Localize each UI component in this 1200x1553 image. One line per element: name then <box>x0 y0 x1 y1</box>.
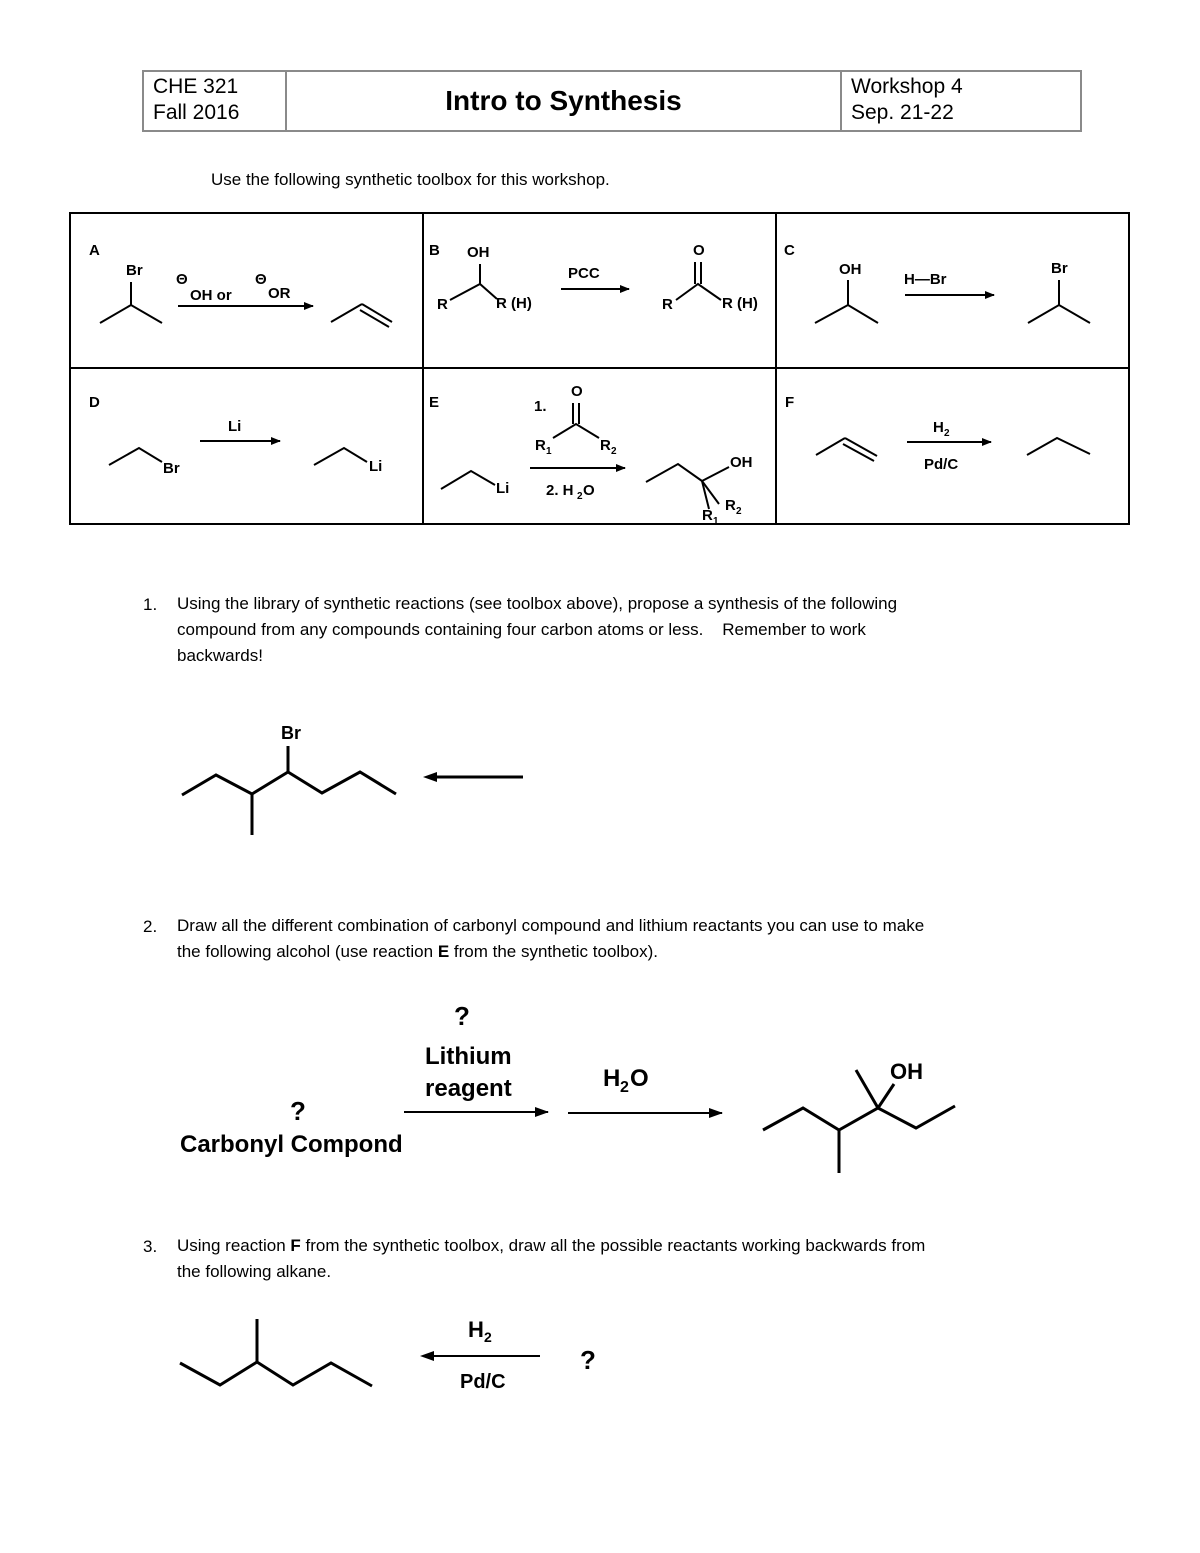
question-1-text <box>177 591 897 669</box>
reaction-e-step2-sub: 2 <box>577 491 583 502</box>
reaction-c-reactant-bonds <box>815 305 878 323</box>
question-2-text <box>177 913 924 965</box>
question-3-q-mark: ? <box>580 1345 596 1375</box>
workshop-dates: Sep. 21-22 <box>851 101 954 124</box>
question-2-q-mark-left: ? <box>290 1096 306 1126</box>
question-2-scheme <box>170 990 1000 1180</box>
question-2-line-1: Draw all the different combination of carbonyl compound and lithium reactants you can use to make <box>177 916 925 935</box>
question-2-lithium-1: Lithium <box>425 1043 512 1070</box>
question-2-water-end: O <box>630 1065 649 1092</box>
reaction-d-letter: D <box>89 394 100 411</box>
page-title: Intro to Synthesis <box>287 72 842 130</box>
question-2-water-sub: 2 <box>620 1079 629 1096</box>
question-2-line-2-post: from the synthetic toolbox). <box>449 942 658 961</box>
reaction-e <box>429 383 753 526</box>
question-3-text <box>177 1233 925 1285</box>
reaction-b-reagent: PCC <box>568 265 600 282</box>
synthetic-toolbox <box>69 212 1131 526</box>
reaction-e-step2-end: O <box>583 482 595 499</box>
course-code: CHE 321 <box>153 75 239 98</box>
header-table <box>142 70 1082 132</box>
question-2-water: H <box>603 1065 621 1092</box>
reaction-a-br: Br <box>126 262 143 279</box>
reaction-e-r2-sub: 2 <box>611 446 617 457</box>
question-3-reagent-top: H <box>468 1317 484 1342</box>
reaction-b-r-right-prod: R (H) <box>722 295 758 312</box>
reaction-d-br: Br <box>163 460 180 477</box>
reaction-c-reagent: H—Br <box>904 271 947 288</box>
question-2-oh: OH <box>890 1059 923 1084</box>
question-1-chain <box>182 772 396 795</box>
reaction-e-o: O <box>571 383 583 400</box>
reaction-d-li: Li <box>369 458 383 475</box>
reaction-f-letter: F <box>785 394 795 411</box>
reaction-d <box>89 394 382 477</box>
question-3-scheme <box>170 1305 620 1405</box>
reaction-a-charge-2: Θ <box>255 271 267 288</box>
question-2-carbonyl: Carbonyl Compond <box>180 1131 403 1158</box>
reaction-f-reagent-top: H <box>933 419 944 436</box>
reaction-a-letter: A <box>89 242 100 259</box>
question-1-line-2: compound from any compounds containing four carbon atoms or less. Remember to work <box>177 620 866 639</box>
question-3-alkane-chain <box>180 1362 372 1386</box>
reaction-e-oh: OH <box>730 454 753 471</box>
reaction-f <box>785 394 1090 473</box>
reaction-e-r2: R <box>600 437 611 454</box>
reaction-a-reactant-bonds <box>100 305 162 323</box>
reaction-e-r1-prod: R <box>702 507 713 524</box>
reaction-e-li: Li <box>496 480 510 497</box>
question-3-number: 3. <box>143 1237 158 1256</box>
question-2-q-mark-top: ? <box>454 1001 470 1031</box>
reaction-e-carbonyl-bonds <box>553 424 599 438</box>
question-2-line-2 <box>177 939 924 965</box>
question-1-line-1: Using the library of synthetic reactions (see toolbox above), propose a synthesis of the following <box>177 594 898 613</box>
reaction-a-reagent-2: OR <box>268 285 291 302</box>
reaction-b-r-left: R <box>437 296 448 313</box>
question-2-product-chain <box>763 1106 955 1130</box>
question-3-reagent-top-sub: 2 <box>484 1329 492 1345</box>
intro-text: Use the following synthetic toolbox for this workshop. <box>211 170 610 189</box>
question-2-number: 2. <box>143 917 158 936</box>
question-1-line-3: backwards! <box>177 646 263 665</box>
question-3-line-2: the following alkane. <box>177 1262 332 1281</box>
reaction-a <box>89 242 392 327</box>
question-1-br: Br <box>281 723 302 743</box>
reaction-f-product-bonds <box>1027 438 1090 455</box>
question-2-lithium-2: reagent <box>425 1075 512 1102</box>
reaction-c-oh: OH <box>839 261 862 278</box>
reaction-e-r1: R <box>535 437 546 454</box>
reaction-e-reactant-bonds <box>441 471 495 489</box>
reaction-e-r1-sub: 1 <box>546 446 552 457</box>
reaction-b <box>429 242 758 313</box>
reaction-f-reagent-bottom: Pd/C <box>924 456 959 473</box>
reaction-b-r-right: R (H) <box>496 295 532 312</box>
reaction-c-product-bonds <box>1028 305 1090 323</box>
reaction-d-reagent: Li <box>228 418 242 435</box>
reaction-b-reactant-bonds <box>450 284 497 300</box>
reaction-d-reactant-bonds <box>109 448 162 465</box>
reaction-f-reagent-top-sub: 2 <box>944 428 950 439</box>
reaction-e-step2: 2. H <box>546 482 574 499</box>
reaction-c-br: Br <box>1051 260 1068 277</box>
reaction-a-charge-1: Θ <box>176 271 188 288</box>
workshop-number: Workshop 4 <box>851 75 963 98</box>
question-2-line-2-bold: E <box>437 942 450 961</box>
reaction-a-product <box>331 304 362 322</box>
question-1-number: 1. <box>143 595 158 614</box>
question-3-line-1-post: from the synthetic toolbox, draw all the possible reactants working backwards from <box>300 1236 926 1255</box>
workshop-cell <box>842 72 1080 130</box>
reaction-b-r-left-prod: R <box>662 296 673 313</box>
reaction-c <box>784 242 1090 323</box>
reaction-b-oh: OH <box>467 244 490 261</box>
question-2-line-2-pre: the following alcohol (use reaction <box>177 942 438 961</box>
reaction-b-o: O <box>693 242 705 259</box>
question-3-line-1 <box>177 1233 925 1259</box>
reaction-d-product-bonds <box>314 448 367 465</box>
reaction-b-product-bonds <box>676 284 721 300</box>
reaction-e-r1-prod-sub: 1 <box>713 516 719 526</box>
reaction-e-product-bonds <box>646 464 702 482</box>
question-3-reagent-bottom: Pd/C <box>460 1371 506 1393</box>
reaction-f-reactant-bonds <box>816 438 845 455</box>
question-3-line-1-pre: Using reaction <box>177 1236 291 1255</box>
reaction-c-letter: C <box>784 242 795 259</box>
reaction-e-letter: E <box>429 394 440 411</box>
reaction-e-r2-prod: R <box>725 497 736 514</box>
reaction-e-step1: 1. <box>534 398 547 415</box>
reaction-e-r2-prod-sub: 2 <box>736 506 742 517</box>
reaction-a-reagent-1: OH or <box>190 287 232 304</box>
course-term: Fall 2016 <box>153 101 240 124</box>
question-3-line-1-bold: F <box>290 1236 301 1255</box>
course-cell <box>144 72 287 130</box>
reaction-b-letter: B <box>429 242 440 259</box>
question-1-molecule <box>170 718 540 843</box>
